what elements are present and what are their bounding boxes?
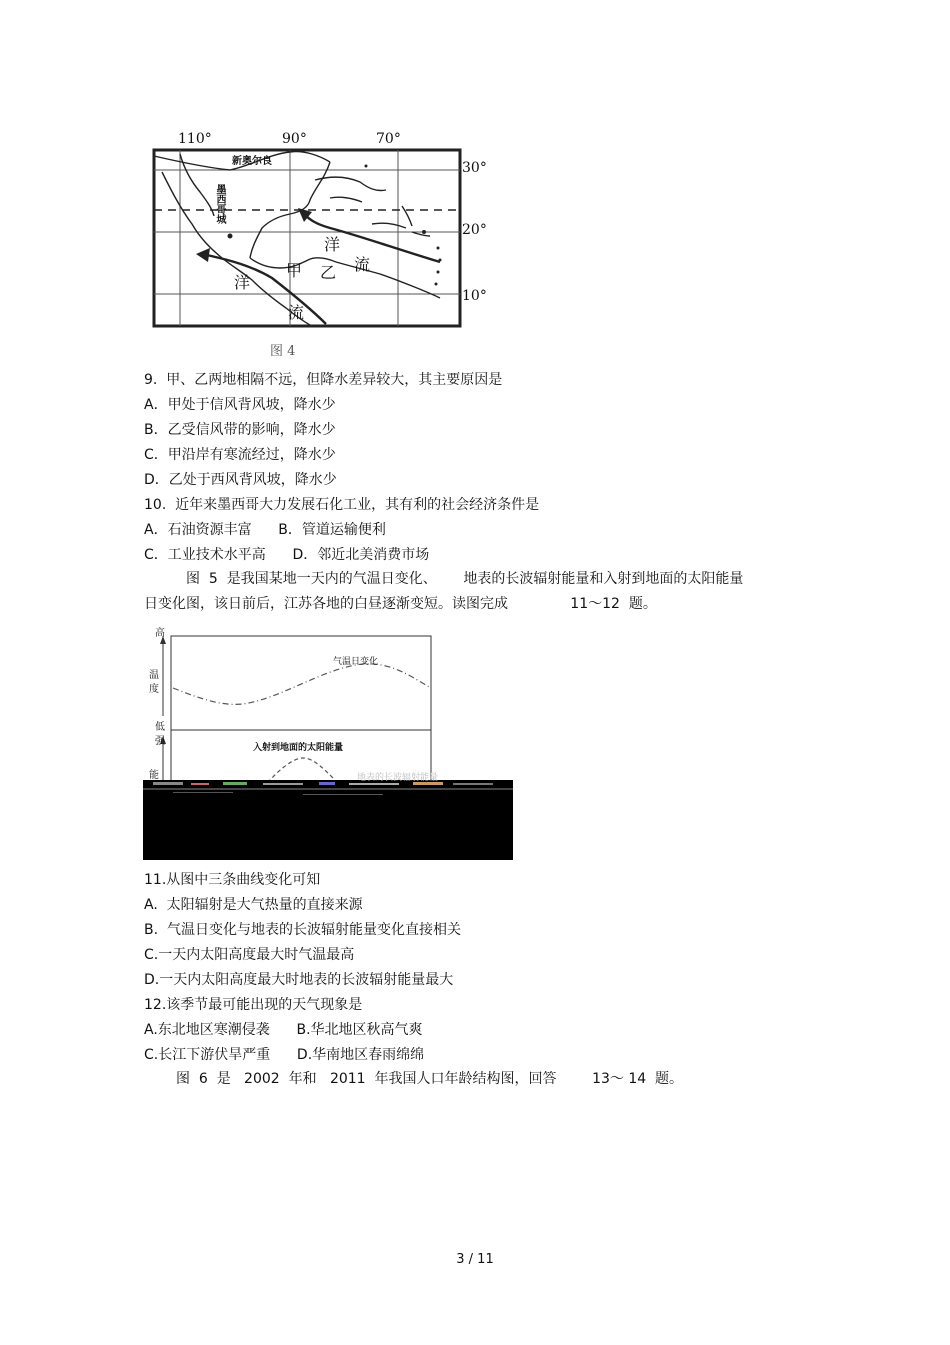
label-solar-energy-curve: 入射到地面的太阳能量 bbox=[253, 743, 344, 753]
q10-options-ab: A．石油资源丰富 B．管道运输便利 bbox=[144, 522, 386, 538]
map-drawing bbox=[140, 128, 500, 360]
place-mexico-city: 墨西哥城 bbox=[214, 184, 225, 224]
label-longwave-curve: 地表的长波辐射能量 bbox=[357, 773, 439, 783]
q9-option-b: B．乙受信风带的影响，降水少 bbox=[144, 422, 336, 438]
lat-label-20: 20° bbox=[462, 222, 487, 238]
current-label-liu-1: 流 bbox=[288, 303, 305, 322]
map-grid bbox=[154, 150, 460, 326]
map-frame bbox=[154, 150, 460, 326]
place-new-orleans: 新奥尔良 bbox=[232, 156, 272, 167]
lat-label-10: 10° bbox=[462, 288, 487, 304]
current-label-liu-2: 流 bbox=[354, 255, 371, 274]
q11-option-a: A. 太阳辐射是大气热量的直接来源 bbox=[144, 897, 363, 913]
axis-label-temp-2: 度 bbox=[149, 684, 159, 695]
axis-label-energy: 能 bbox=[149, 770, 159, 781]
current-label-yang-1: 洋 bbox=[234, 273, 251, 292]
q12-options-cd: C.长江下游伏旱严重 D.华南地区春雨绵绵 bbox=[144, 1047, 425, 1063]
q11-stem: 11.从图中三条曲线变化可知 bbox=[144, 872, 321, 888]
figure-5-intro-line-1: 图 5 是我国某地一天内的气温日变化、 地表的长波辐射能量和入射到地面的太阳能量 bbox=[186, 571, 744, 587]
q10-options-cd: C．工业技术水平高 D．邻近北美消费市场 bbox=[144, 547, 430, 563]
temperature-curve bbox=[173, 664, 431, 705]
lon-label-90: 90° bbox=[282, 131, 307, 147]
label-yi: 乙 bbox=[320, 263, 337, 282]
q11-option-b: B. 气温日变化与地表的长波辐射能量变化直接相关 bbox=[144, 922, 461, 938]
q11-option-d: D.一天内太阳高度最大时地表的长波辐射能量最大 bbox=[144, 972, 454, 988]
current-label-yang-2: 洋 bbox=[324, 235, 341, 254]
q9-option-c: C．甲沿岸有寒流经过，降水少 bbox=[144, 447, 336, 463]
axis-label-low: 低 bbox=[155, 722, 165, 733]
q10-stem: 10. 近年来墨西哥大力发展石化工业，其有利的社会经济条件是 bbox=[144, 497, 540, 513]
axis-label-temp-1: 温 bbox=[149, 670, 159, 681]
label-jia: 甲 bbox=[286, 261, 303, 280]
figure-5-chart bbox=[143, 620, 513, 860]
upper-panel bbox=[171, 636, 431, 730]
q9-stem: 9. 甲、乙两地相隔不远，但降水差异较大，其主要原因是 bbox=[144, 372, 503, 388]
label-temperature-curve: 气温日变化 bbox=[333, 657, 379, 667]
lon-label-70: 70° bbox=[376, 131, 401, 147]
page-number: 3 / 11 bbox=[456, 1252, 494, 1267]
figure-6-intro: 图 6 是 2002 年和 2011 年我国人口年龄结构图，回答 13～ 14 题。 bbox=[176, 1071, 684, 1087]
figure-5-intro-line-2: 日变化图，该日前后，江苏各地的白昼逐渐变短。读图完成 11～12 题。 bbox=[144, 596, 657, 612]
corrupted-region bbox=[143, 788, 513, 860]
q12-options-ab: A.东北地区寒潮侵袭 B.华北地区秋高气爽 bbox=[144, 1022, 423, 1038]
q12-stem: 12.该季节最可能出现的天气现象是 bbox=[144, 997, 363, 1013]
figure-4-map bbox=[140, 128, 500, 360]
axis-label-high: 高 bbox=[155, 628, 165, 639]
q11-option-c: C.一天内太阳高度最大时气温最高 bbox=[144, 947, 355, 963]
lat-label-30: 30° bbox=[462, 160, 487, 176]
axis-label-strong: 强 bbox=[155, 736, 165, 747]
q9-option-a: A．甲处于信风背风坡，降水少 bbox=[144, 397, 336, 413]
q9-option-d: D．乙处于西风背风坡，降水少 bbox=[144, 472, 337, 488]
lon-label-110: 110° bbox=[178, 131, 212, 147]
figure-4-caption: 图 4 bbox=[270, 344, 296, 359]
